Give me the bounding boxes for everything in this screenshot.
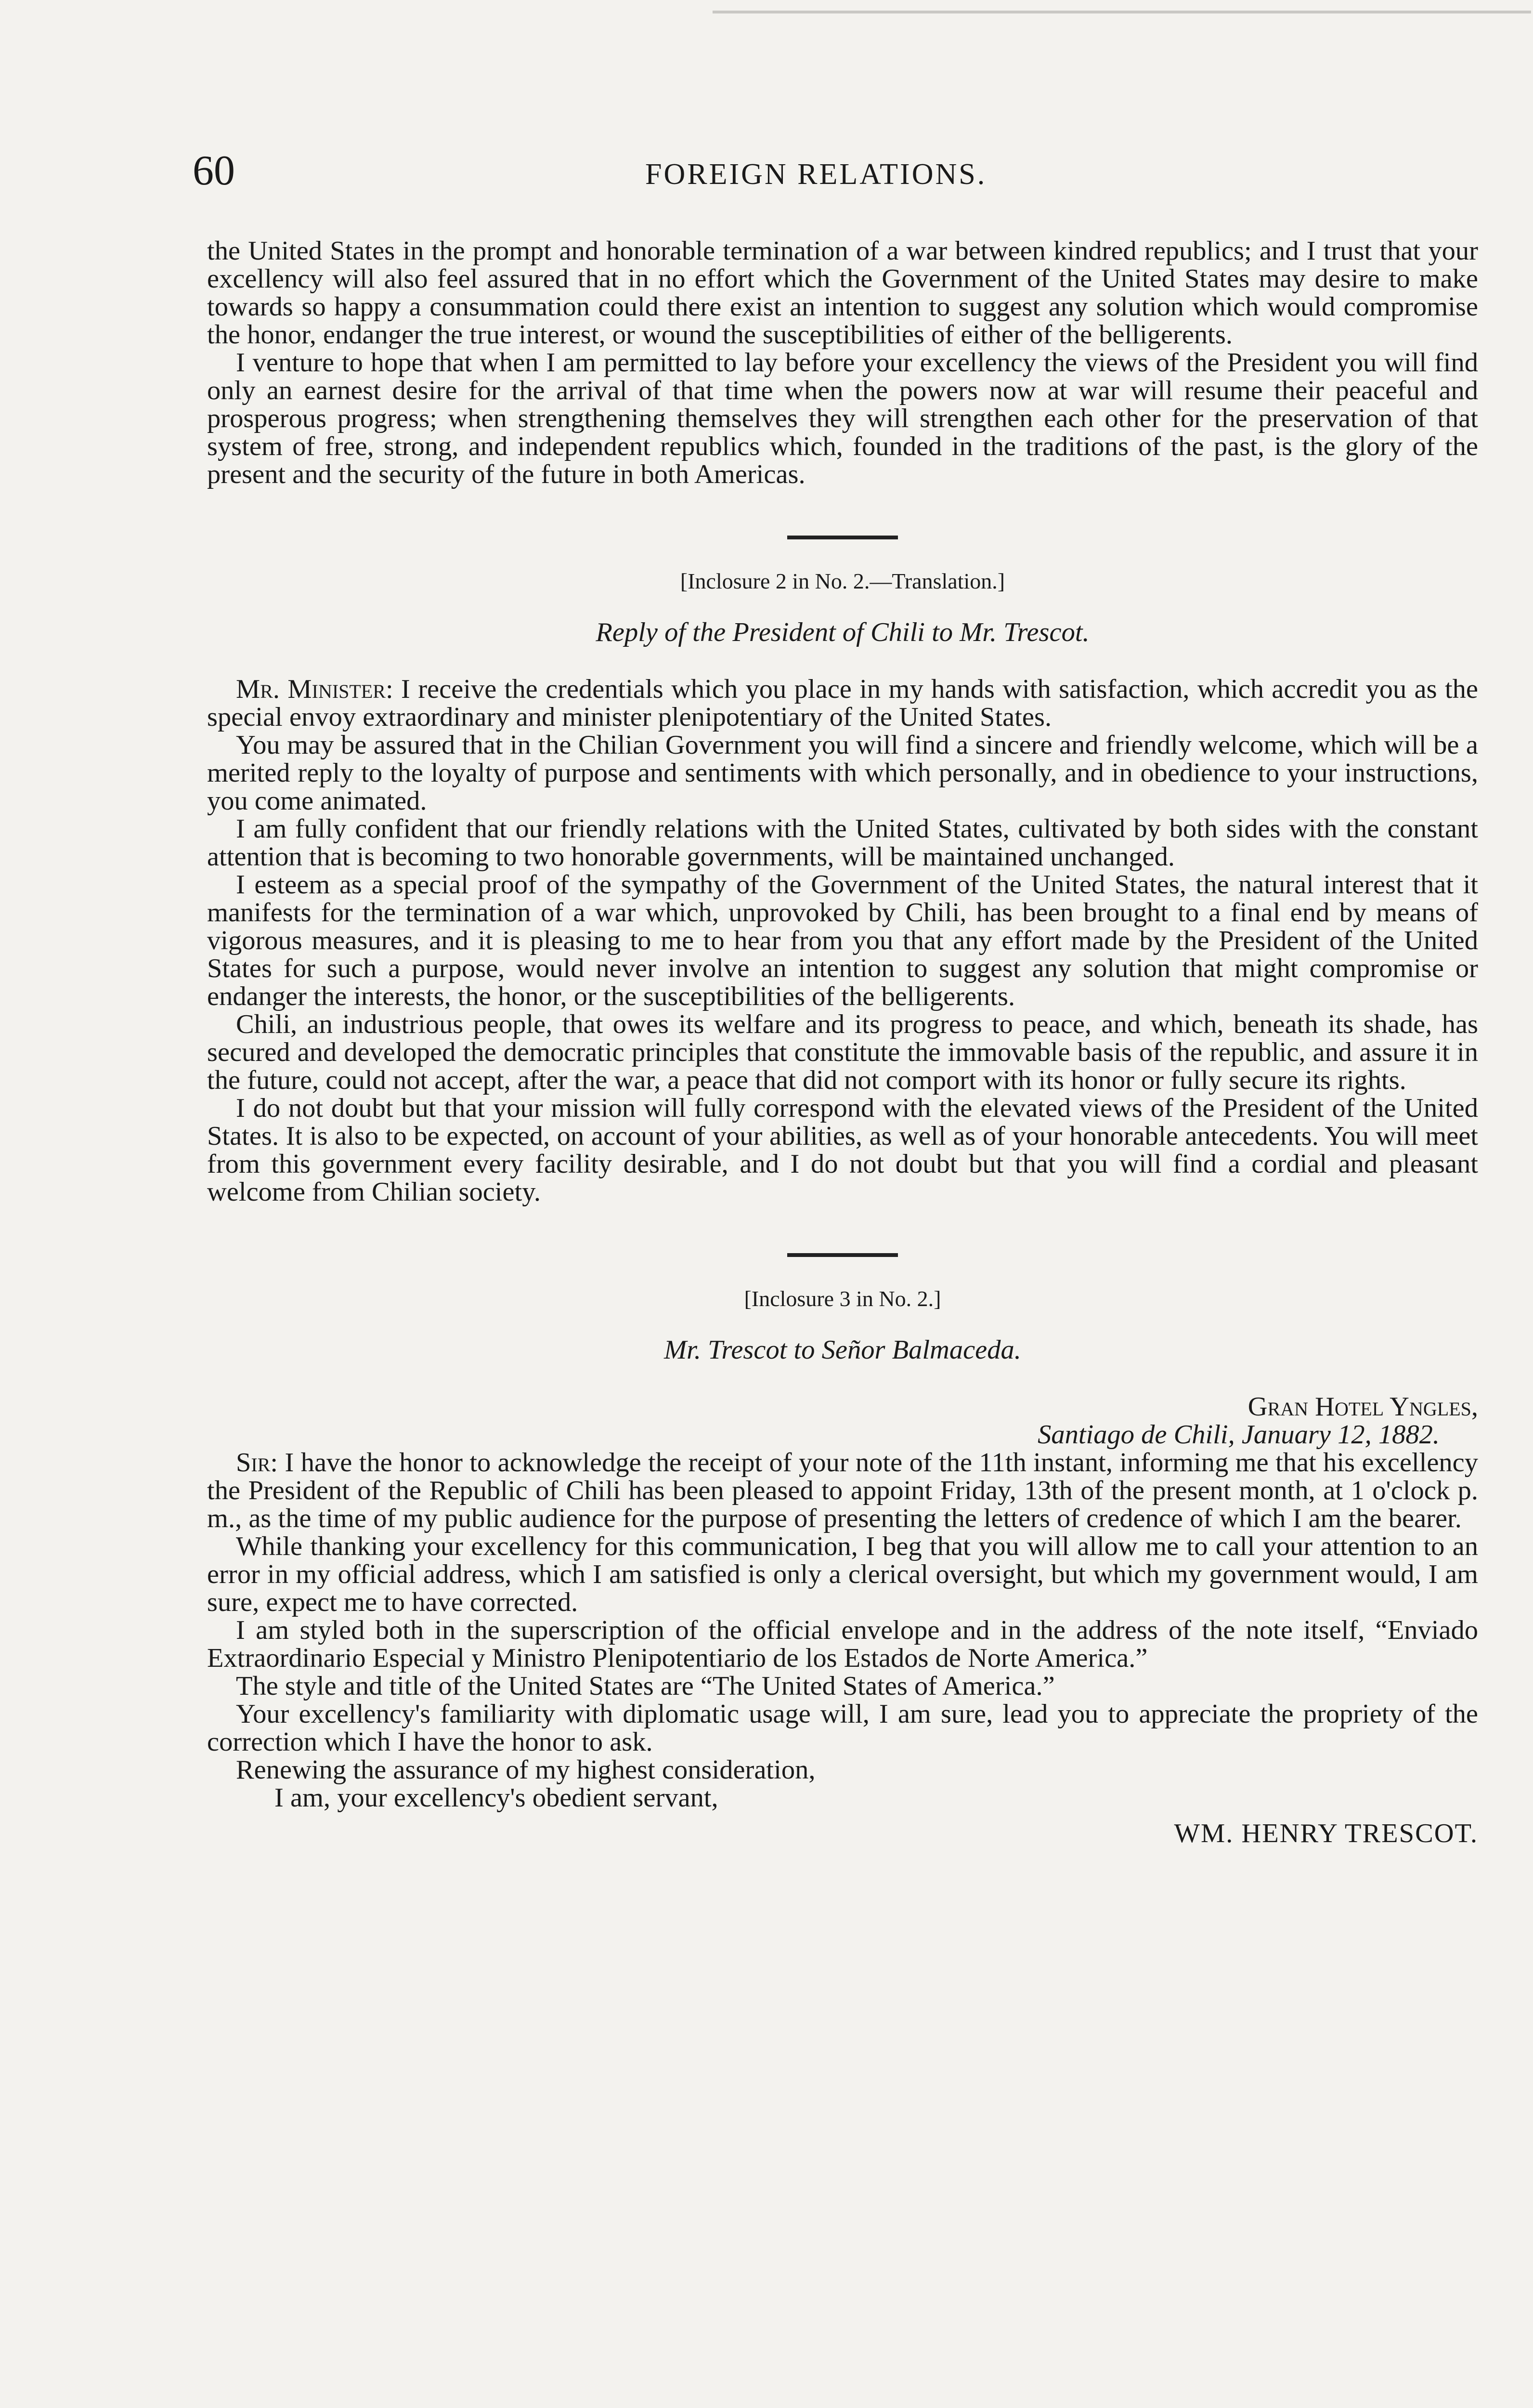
paragraph-text: I have the honor to acknowledge the receipt of your note of the 11th instant, informing me that his excellency the President of the Republic of Chili has been pleased to appoint Friday, 13th of the present month, at 1 o'clock p. m., as the time of my public audience for the purpose of presenting the letters of credence of which I am the bearer. — [207, 1448, 1479, 1533]
salutation: Sir: — [236, 1448, 278, 1478]
paragraph — [207, 675, 1478, 731]
inclosure-heading: [Inclosure 2 in No. 2.—Translation.] — [680, 569, 1005, 593]
page-edge — [713, 11, 1531, 13]
paragraph: Chili, an industrious people, that owes its welfare and its progress to peace, and which, beneath its shade, has secured and developed the democratic principles that constitute the immovable basis of the republic, and assure it in the future, could not accept, after the war, a peace that did not comport with its honor or fully secure its rights. — [207, 1009, 1478, 1095]
paragraph: Your excellency's familiarity with diplomatic usage will, I am sure, lead you to appreciate the propriety of the correction which I have the honor to ask. — [207, 1699, 1478, 1757]
paragraph: While thanking your excellency for this communication, I beg that you will allow me to call your attention to an error in my official address, which I am satisfied is only a clerical oversight, but which my government would, I am sure, expect me to have corrected. — [207, 1531, 1478, 1617]
paragraph: Renewing the assurance of my highest consideration, — [236, 1755, 816, 1785]
letter-address: Gran Hotel Yngles, — [1247, 1392, 1478, 1422]
section-divider — [787, 1253, 898, 1257]
paragraph — [207, 1449, 1478, 1532]
paragraph-text: I receive the credentials which you place in my hands with satisfaction, which accredit you as the special envoy extraordinary and minister plenipotentiary of the United States. — [207, 674, 1479, 732]
paragraph: I esteem as a special proof of the sympathy of the Government of the United States, the natural interest that it manifests for the termination of a war which, unprovoked by Chili, has been brought to a final end by means of vigorous measures, and it is pleasing to me to hear from you that any effort made by the President of the United States for such a purpose, would never involve an intention to suggest any solution that might compromise or endanger the interests, the honor, or the susceptibilities of the belligerents. — [207, 870, 1478, 1011]
section-divider — [787, 536, 898, 539]
paragraph: I am fully confident that our friendly relations with the United States, cultivated by both sides with the constant attention that is becoming to two honorable governments, will be maintained unchanged. — [207, 814, 1478, 872]
paragraph-continued: the United States in the prompt and honorable termination of a war between kindred republics; and I trust that your excellency will also feel assured that in no effort which the Government of the United States may desire to make towards so happy a consummation could there exist an intention to suggest any solution which would compromise the honor, endanger the true interest, or wound the susceptibilities of either of the belligerents. — [207, 236, 1478, 350]
document-title: Mr. Trescot to Señor Balmaceda. — [664, 1335, 1021, 1365]
signature: WM. HENRY TRESCOT. — [1174, 1819, 1478, 1848]
running-head — [193, 144, 1473, 197]
paragraph: I am styled both in the superscription of the official envelope and in the address of the note itself, “Enviado Extraordinario Especial y Ministro Plenipotentiario de los Estados de Norte America.” — [207, 1615, 1478, 1673]
paragraph: The style and title of the United States are “The United States of America.” — [236, 1671, 1055, 1701]
paragraph: I venture to hope that when I am permitted to lay before your excellency the views of the President you will find only an earnest desire for the arrival of that time when the powers now at war will resume their peaceful and prosperous progress; when strengthening themselves they will strengthen each other for the preservation of that system of free, strong, and independent republics which, founded in the traditions of the past, is the glory of the present and the security of the future in both Americas. — [207, 348, 1478, 489]
inclosure-heading: [Inclosure 3 in No. 2.] — [744, 1286, 941, 1311]
letter-closing: I am, your excellency's obedient servant, — [274, 1783, 718, 1813]
paragraph: You may be assured that in the Chilian Government you will find a sincere and friendly welcome, which will be a merited reply to the loyalty of purpose and sentiments with which personally, and in obedience to your instructions, you come animated. — [207, 730, 1478, 816]
document-title: Reply of the President of Chili to Mr. Trescot. — [596, 617, 1090, 647]
letter-date: Santiago de Chili, January 12, 1882. — [1038, 1420, 1440, 1450]
page-number: 60 — [193, 147, 235, 194]
running-title: FOREIGN RELATIONS. — [645, 158, 987, 191]
paragraph: I do not doubt but that your mission will fully correspond with the elevated views of the President of the United States. It is also to be expected, on account of your abilities, as well as of your honorable antecedents. You will meet from this government every facility desirable, and I do not doubt but that you will find a cordial and pleasant welcome from Chilian society. — [207, 1093, 1478, 1207]
salutation: Mr. Minister: — [236, 674, 393, 704]
text-column — [207, 237, 1478, 1847]
